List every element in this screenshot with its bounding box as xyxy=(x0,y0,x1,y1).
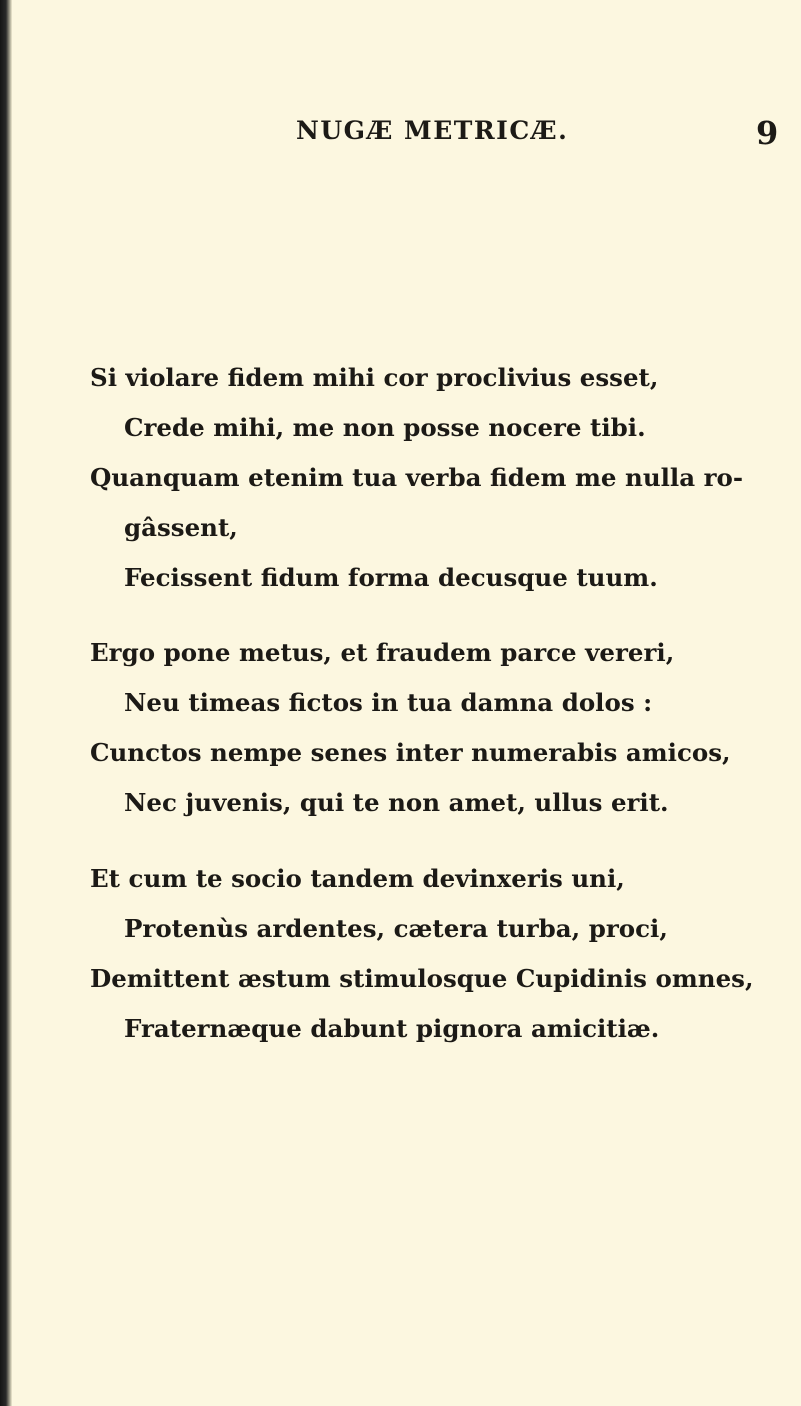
verse-line: Nec juvenis, qui te non amet, ullus erit. xyxy=(124,788,669,817)
binding-edge xyxy=(0,0,12,1406)
verse-line: Demittent æstum stimulosque Cupidinis omnes, xyxy=(90,964,754,993)
verse-line-continuation: gâssent, xyxy=(124,513,238,542)
page-number: 9 xyxy=(756,114,779,152)
verse-line: Cunctos nempe senes inter numerabis amicos, xyxy=(90,738,731,767)
verse-line: Neu timeas fictos in tua damna dolos : xyxy=(124,688,653,717)
verse-line: Crede mihi, me non posse nocere tibi. xyxy=(124,413,646,442)
verse-line: Quanquam etenim tua verba fidem me nulla ro- xyxy=(90,463,744,492)
verse-line: Protenùs ardentes, cætera turba, proci, xyxy=(124,914,668,943)
verse-line: Ergo pone metus, et fraudem parce vereri, xyxy=(90,638,675,667)
verse-line: Fraternæque dabunt pignora amicitiæ. xyxy=(124,1014,660,1043)
running-head: NUGÆ METRICÆ. xyxy=(296,116,569,145)
verse-line: Fecissent fidum forma decusque tuum. xyxy=(124,563,658,592)
page-header xyxy=(0,116,801,152)
verse-line: Si violare fidem mihi cor proclivius esset, xyxy=(90,363,659,392)
verse-line: Et cum te socio tandem devinxeris uni, xyxy=(90,864,625,893)
